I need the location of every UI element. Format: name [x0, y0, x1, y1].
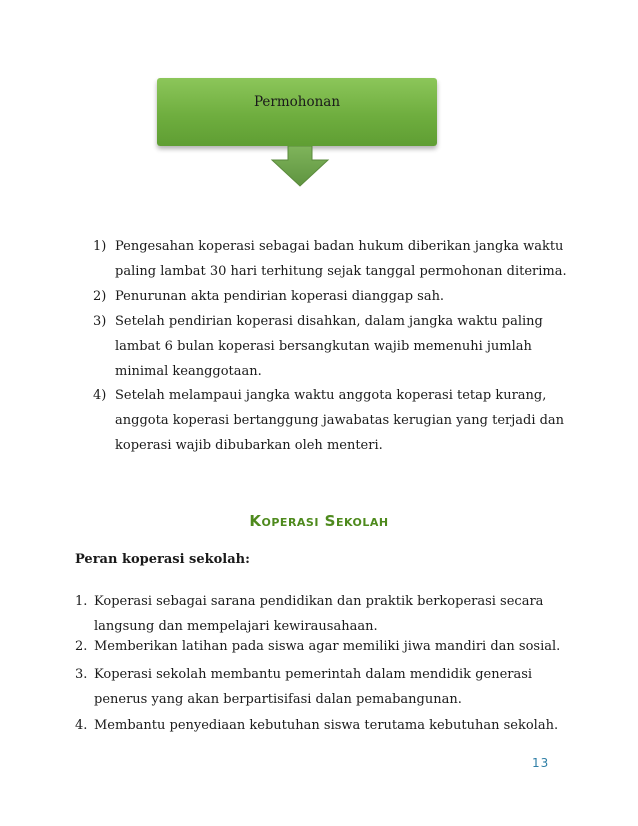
list-item-number: 4.: [75, 718, 88, 733]
list-item: [93, 234, 567, 284]
list-item-line: minimal keanggotaan.: [115, 364, 262, 379]
page-number: 13: [532, 756, 550, 770]
list-item-number: 4): [93, 388, 107, 403]
list-item-number: 3): [93, 314, 107, 329]
list-item-line: Memberikan latihan pada siswa agar memiliki jiwa mandiri dan sosial.: [94, 639, 561, 654]
list-item-line: koperasi wajib dibubarkan oleh menteri.: [115, 438, 383, 453]
list-item-line: Penurunan akta pendirian koperasi dianggap sah.: [115, 289, 445, 304]
list-item-line: anggota koperasi bertanggung jawabatas kerugian yang terjadi dan: [115, 413, 565, 428]
list-item-line: Koperasi sebagai sarana pendidikan dan praktik berkoperasi secara: [94, 594, 544, 609]
list-item: [75, 662, 532, 712]
list-item-line: langsung dan mempelajari kewirausahaan.: [94, 619, 378, 634]
list-item-line: penerus yang akan berpartisifasi dalan pemabangunan.: [94, 692, 462, 707]
section-title: Koperasi Sekolah: [249, 512, 389, 530]
list-item-line: Pengesahan koperasi sebagai badan hukum diberikan jangka waktu: [115, 239, 564, 254]
list-item-number: 1.: [75, 594, 88, 609]
list-item-number: 2): [93, 289, 107, 304]
list-item: [75, 713, 558, 738]
list-item: [75, 634, 560, 659]
list-item-line: Membantu penyediaan kebutuhan siswa terutama kebutuhan sekolah.: [94, 718, 559, 733]
list-item-line: lambat 6 bulan koperasi bersangkutan wajib memenuhi jumlah: [115, 339, 532, 354]
section-subheading: Peran koperasi sekolah:: [75, 552, 250, 567]
list-item: [93, 383, 564, 458]
list-item-line: Setelah melampaui jangka waktu anggota koperasi tetap kurang,: [115, 388, 547, 403]
list-item: [75, 589, 543, 639]
list-item-number: 2.: [75, 639, 88, 654]
flow-box-label: Permohonan: [253, 94, 341, 110]
list-item-number: 3.: [75, 667, 88, 682]
flow-box-permohonan: [157, 78, 437, 146]
list-item-line: Setelah pendirian koperasi disahkan, dalam jangka waktu paling: [115, 314, 543, 329]
list-item: [93, 284, 444, 309]
list-item-line: Koperasi sekolah membantu pemerintah dalam mendidik generasi: [94, 667, 533, 682]
down-arrow-icon: [268, 146, 332, 188]
list-item: [93, 309, 543, 384]
list-item-number: 1): [93, 239, 107, 254]
list-item-line: paling lambat 30 hari terhitung sejak tanggal permohonan diterima.: [115, 264, 567, 279]
